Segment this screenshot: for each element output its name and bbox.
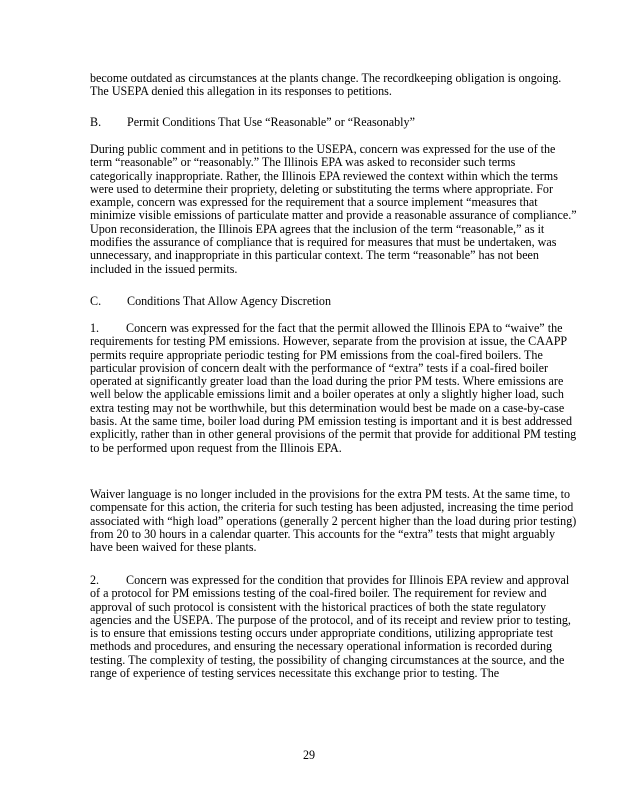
paragraph-waiver xyxy=(90,488,580,554)
section-b-title: Permit Conditions That Use “Reasonable” or “Reasonably” xyxy=(127,115,415,129)
page-number: 29 xyxy=(302,748,316,762)
paragraph-section-b xyxy=(90,143,580,276)
paragraph-waiver-text: Waiver language is no longer included in the provisions for the extra PM tests. At the same time, to compensate for this action, the criteria for such testing has been adjusted, increasing the time period associated with “high load” operations (generally 2 percent higher than the load during prior testing) from 20 to 30 hours in a calendar quarter. This accounts for the “extra” tests that might arguably have been waived for these plants. xyxy=(90,487,577,555)
item-1-number: 1. xyxy=(90,321,100,335)
paragraph-intro-text: become outdated as circumstances at the plants change. The recordkeeping obligation is ongoing. The USEPA denied this allegation in its responses to petitions. xyxy=(90,71,562,99)
section-c-letter: C. xyxy=(90,294,102,308)
item-1-text: Concern was expressed for the fact that the permit allowed the Illinois EPA to “waive” the requirements for testing PM emissions. However, separate from the provision at issue, the CAAPP permits require appropriate periodic testing for PM emissions from the coal-fired boilers. The particular provision of concern dealt with the performance of “extra” tests if a coal-fired boiler operated at significantly greater load than the load during the prior PM tests. Where emissions are well below the applicable emissions limit and a boiler operates at only a slightly higher load, such extra testing may not be worthwhile, but this determination would best be made on a case-by-case basis. At the same time, boiler load during PM emission testing is important and it is best addressed explicitly, rather than in other general provisions of the permit that provide for additional PM testing to be performed upon request from the Illinois EPA. xyxy=(90,321,577,455)
item-1 xyxy=(90,322,580,455)
item-2-number: 2. xyxy=(90,573,100,587)
paragraph-intro xyxy=(90,72,580,99)
item-2 xyxy=(90,574,580,680)
paragraph-section-b-text: During public comment and in petitions to the USEPA, concern was expressed for the use of the term “reasonable” or “reasonably.” The Illinois EPA was asked to reconsider such terms categorically inappropriate. Rather, the Illinois EPA reviewed the context within which the terms were used to determine their propriety, deleting or substituting the terms where appropriate. For example, concern was expressed for the requirement that a source implement “measures that minimize visible emissions of particulate matter and provide a reasonable assurance of compliance.” Upon reconsideration, the Illinois EPA agrees that the inclusion of the term “reasonable,” as it modifies the assurance of compliance that is required for measures that must be undertaken, was unnecessary, and inappropriate in this particular context. The term “reasonable” has not been included in the issued permits. xyxy=(90,142,577,276)
item-2-text: Concern was expressed for the condition that provides for Illinois EPA review and approval of a protocol for PM emissions testing of the coal-fired boiler. The requirement for review and approval of such protocol is consistent with the historical practices of both the state regulatory agencies and the USEPA. The purpose of the protocol, and of its receipt and review prior to testing, is to ensure that emissions testing occurs under appropriate conditions, utilizing appropriate test methods and procedures, and ensuring the necessary operational information is recorded during testing. The complexity of testing, the possibility of changing circumstances at the source, and the range of experience of testing services necessitate this exchange prior to testing. The xyxy=(90,573,571,681)
section-b-letter: B. xyxy=(90,115,102,129)
section-c-title: Conditions That Allow Agency Discretion xyxy=(127,294,332,308)
